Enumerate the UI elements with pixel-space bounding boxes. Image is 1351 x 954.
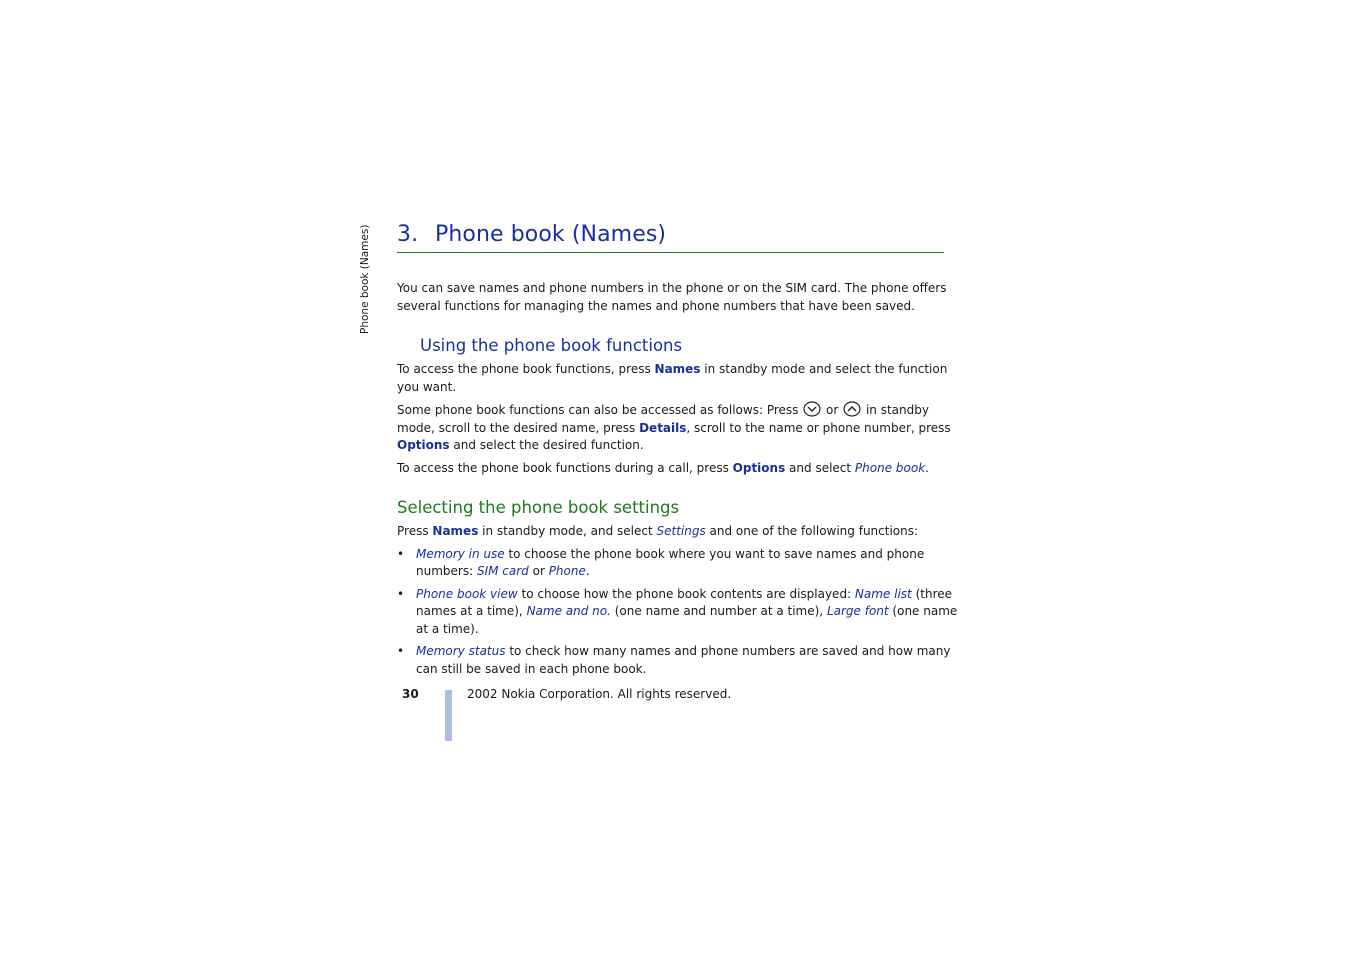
keyword-names: Names [432, 524, 479, 538]
page-footer [397, 687, 965, 743]
settings-list [397, 546, 965, 679]
section-heading-using: Using the phone book functions [420, 336, 683, 355]
menu-settings: Settings [656, 524, 706, 538]
chapter-number: 3. [397, 222, 419, 247]
intro-paragraph: You can save names and phone numbers in the phone or on the SIM card. The phone offers several functions for managing the names and phone numbers that have been saved. [397, 281, 947, 313]
side-tab-label: Phone book (Names) [359, 224, 371, 334]
keyword-details: Details [639, 420, 687, 435]
paragraph-access: To access the phone book functions, press Names in standby mode and select the function you want. [397, 362, 948, 394]
chapter-title-text: Phone book (Names) [435, 222, 667, 247]
scroll-down-key-icon [803, 401, 821, 417]
paragraph-settings-intro: Press Names in standby mode, and select Settings and one of the following functions: [397, 524, 919, 538]
side-tab [352, 224, 380, 337]
keyword-options: Options [397, 438, 450, 452]
footer-bar [445, 690, 452, 741]
list-item: • Memory status to check how many names and phone numbers are saved and how many can still be saved in each phone book. [397, 643, 965, 678]
list-item: • Phone book view to choose how the phone book contents are displayed: Name list (three names at a time), Name and no. (one name and number at a time), Large font (one name at a time). [397, 586, 965, 639]
section-heading-settings: Selecting the phone book settings [397, 498, 680, 517]
list-item: • Memory in use to choose the phone book where you want to save names and phone numbers: SIM card or Phone. [397, 546, 965, 581]
copyright-text: 2002 Nokia Corporation. All rights reserved. [467, 687, 732, 701]
paragraph-during-call: To access the phone book functions during a call, press Options and select Phone book. [397, 460, 929, 475]
title-rule [397, 252, 944, 253]
scroll-up-key-icon [843, 401, 861, 417]
keyword-options: Options [732, 460, 786, 475]
chapter-title [397, 218, 965, 252]
page-number: 30 [402, 687, 419, 701]
keyword-names: Names [654, 362, 701, 376]
menu-phone-book: Phone book [854, 460, 926, 475]
paragraph-shortcut: Some phone book functions can also be accessed as follows: Press or in standby mode, scroll to the desired name, press Details, scroll to the name or phone number, press Options and select the desired function. [397, 403, 951, 452]
page-content [397, 218, 965, 683]
